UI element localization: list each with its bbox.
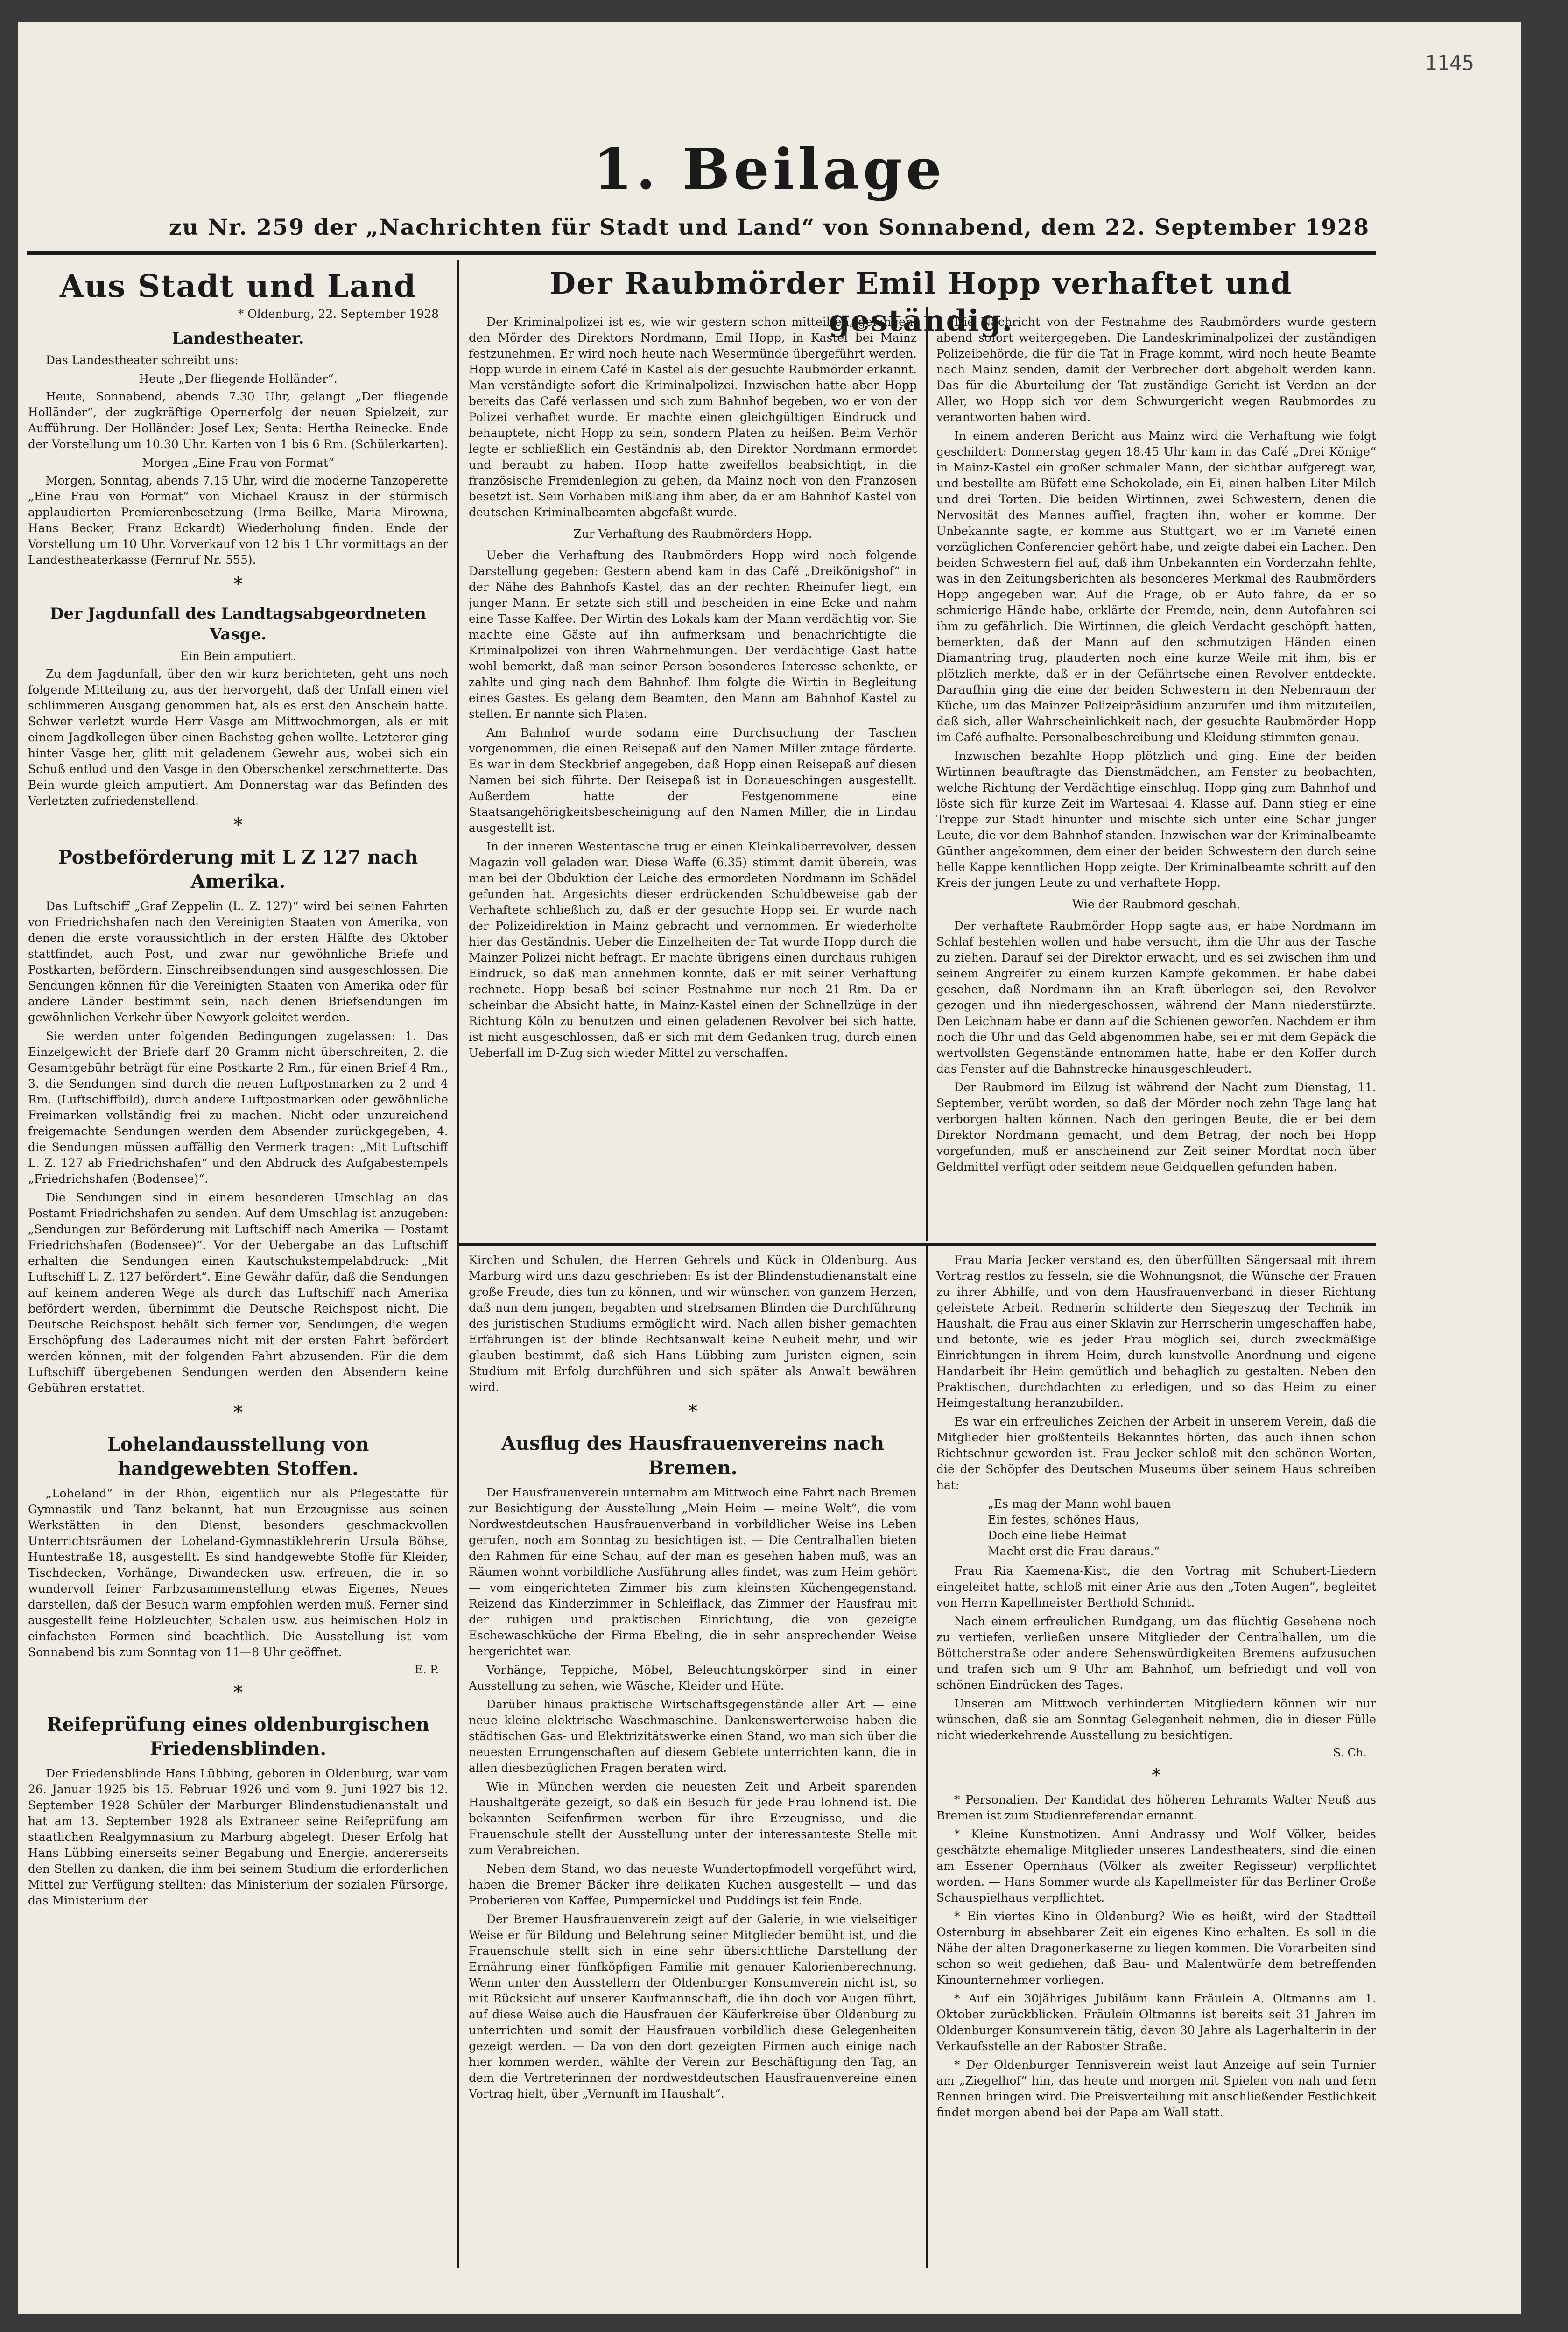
ausflug-paragraph: Neben dem Stand, wo das neueste Wundertopfmodell vorgeführt wird, haben die Bremer Bäcker ihre delikaten Kuchen ausgestellt — und das Proberieren von Kaffee, Pumpernickel und Puddings ist fein Ende. — [469, 1862, 917, 1907]
page-number: 1145 — [1425, 51, 1474, 75]
main-story-paragraph: Inzwischen bezahlte Hopp plötzlich und ging. Eine der beiden Wirtinnen beauftragte das Dienstmädchen, am Fenster zu beobachten, welche Richtung der Verdächtige einschlug. Hopp ging zum Bahnhof und löste sich für kurze Zeit im Wartesaal 4. Klasse auf. Dann stieg er eine Treppe zur Stadt hinunter und mischte sich unter eine Schar junger Leute, die vor dem Bahnhof standen. Inzwischen war der Kriminalbeamte Günther angekommen, dem einer der beiden Schwestern den durch seine helle Kappe kenntlichen Hopp zeigte. Der Kriminalbeamte schritt auf den Kreis der jungen Leute zu und verhaftete Hopp. — [936, 749, 1376, 890]
main-story-paragraph: Der Raubmord im Eilzug ist während der Nacht zum Dienstag, 11. September, verübt worden, so daß der Mörder noch zehn Tage lang hat verborgen halten können. Nach den geringen Beute, die er bei dem Direktor Nordmann gemacht, und dem Betrag, der noch bei Hopp vorgefunden, muß er anscheinend zur Zeit seiner Mordtat noch über Geldmittel verfügt oder seitdem neue Geldquellen gefunden haben. — [936, 1081, 1376, 1173]
landestheater-subhead: Heute „Der fliegende Holländer“. — [139, 372, 338, 386]
vortrag-paragraph: Unseren am Mittwoch verhinderten Mitgliedern können wir nur wünschen, daß sie am Sonntag Gelegenheit nehmen, die in dieser Fülle nicht wiederkehrende Ausstellung zu besichtigen. — [936, 1697, 1376, 1742]
landestheater-subhead: Morgen „Eine Frau von Format“ — [142, 456, 334, 470]
asterisk-divider: * — [1152, 1765, 1161, 1786]
main-story-subheading: Wie der Raubmord geschah. — [1072, 898, 1241, 911]
local-note: * Auf ein 30jähriges Jubiläum kann Fräulein A. Oltmanns am 1. Oktober zurückblicken. Fräulein Oltmanns ist bereits seit 31 Jahren im Oldenburger Konsumverein tätig, davon 30 Jahre als Lagerhalterin in der Verkaufsstelle an der Raboster Straße. — [936, 1992, 1376, 2053]
divider-middle-lower — [926, 1246, 928, 2268]
left-column — [28, 260, 448, 2277]
asterisk-divider: * — [233, 815, 243, 836]
landestheater-paragraph: Das Landestheater schreibt uns: — [46, 353, 239, 367]
asterisk-divider: * — [233, 574, 243, 595]
main-story-paragraph: Der Kriminalpolizei ist es, wie wir gestern schon mitteilten, gelungen, den Mörder des Direktors Nordmann, Emil Hopp, in Kastel bei Mainz festzunehmen. Er wird noch heute nach Wesermünde übergeführt werden. Hopp wurde in einem Café in Kastel als der gesuchte Raubmörder erkannt. Man verständigte sofort die Kriminalpolizei. Inzwischen hatte aber Hopp bereits das Café verlassen und sich zum Bahnhof begeben, wo er von der Polizei verhaftet wurde. Er machte einen gleichgültigen Eindruck und behauptete, nicht Hopp zu sein, sondern Platen zu heißen. Beim Verhör legte er schließlich ein Geständnis ab, den Direktor Nordmann ermordet und beraubt zu haben. Hopp hatte zweifellos beabsichtigt, in die französische Fremdenlegion zu gehen, da Mainz noch von den Franzosen besetzt ist. Sein Vorhaben mißlang ihm aber, da er am Bahnhof Kastel von deutschen Kriminalbeamten abgefaßt wurde. — [469, 315, 917, 519]
postbefoerderung-paragraph: Das Luftschiff „Graf Zeppelin (L. Z. 127)“ wird bei seinen Fahrten von Friedrichshafen nach den Vereinigten Staaten von Amerika, von denen die erste voraussichtlich in der ersten Hälfte des Oktober stattfindet, auch Post, und zwar nur gewöhnliche Briefe und Postkarten, befördern. Einschreibsendungen sind ausgeschlossen. Die Sendungen können für die Vereinigten Staaten von Amerika oder für andere Länder bestimmt sein, nach denen Briefsendungen im gewöhnlichen Verkehr über Newyork geleitet werden. — [28, 899, 448, 1024]
jagdunfall-heading: Der Jagdunfall des Landtagsabgeordneten Vasge. — [50, 604, 426, 644]
section-title: Aus Stadt und Land — [59, 268, 417, 304]
local-note: * Der Oldenburger Tennisverein weist laut Anzeige auf sein Turnier am „Ziegelhof“ hin, das heute und morgen mit Spielen von nah und fern Rennen bringen wird. Die Preisverteilung mit anschließender Festlichkeit findet morgen abend bei der Pape am Wall statt. — [936, 2058, 1376, 2119]
main-story-paragraph: In der inneren Westentasche trug er einen Kleinkaliberrevolver, dessen Magazin voll geladen war. Diese Waffe (6.35) stimmt damit überein, was man bei der Obduktion der Leiche des ermordeten Nordmann im Schädel gefunden hat. Angesichts dieser erdrückenden Schuldbeweise gab der Verhaftete schließlich zu, daß er der gesuchte Hopp sei. Er wurde nach der Polizeidirektion in Mainz gebracht und vernommen. Er wiederholte hier das Geständnis. Ueber die Einzelheiten der Tat wurde Hopp durch die Mainzer Polizei nicht befragt. Er machte übrigens einen durchaus ruhigen Eindruck, so daß man annehmen konnte, daß er mit seiner Verhaftung rechnete. Hopp besaß bei seiner Festnahme nur noch 21 Rm. Da er scheinbar die Absicht hatte, in Mainz-Kastel einen der Schnellzüge in der Richtung Köln zu benutzen und einen geladenen Revolver bei sich hatte, ist nicht ausgeschlossen, daß er sich mit dem Gedanken trug, durch einen Ueberfall im D-Zug sich wieder Mittel zu verschaffen. — [469, 840, 917, 1060]
reifepruefung-heading: Reifeprüfung eines oldenburgischen Friedensblinden. — [47, 1714, 429, 1760]
ausflug-paragraph: Darüber hinaus praktische Wirtschaftsgegenstände aller Art — eine neue kleine elektrische Waschmaschine. Dankenswerterweise haben die städtischen Gas- und Elektrizitätswerke einen Stand, wo man sich über die neuesten Errungenschaften auf diesem Gebiete unterrichten kann, die in allen diesbezüglichen Fragen beraten wird. — [469, 1698, 917, 1775]
ausflug-paragraph: Der Hausfrauenverein unternahm am Mittwoch eine Fahrt nach Bremen zur Besichtigung der Ausstellung „Mein Heim — meine Welt“, die vom Nordwestdeutschen Hausfrauenverband in vorbildlicher Weise ins Leben gerufen, noch am Sonntag zu besichtigen ist. — Die Centralhallen bieten den Rahmen für eine Schau, auf der man es gesehen haben muß, was an Räumen wohnt vorbildliche Ausführung alles findet, was zum Heim gehört — vom eingerichteten Zimmer bis zum kleinsten Küchengegenstand. Reizend das Kinderzimmer in Schleiflack, das Zimmer der Hausfrau mit der ruhigen und praktischen Einrichtung, die von gezeigte Eschewaschküche der Firma Ebeling, die in sehr ansprechender Weise hergerichtet war. — [469, 1486, 917, 1658]
loheland-paragraph: „Loheland“ in der Rhön, eigentlich nur als Pflegestätte für Gymnastik und Tanz bekannt, hat nun Erzeugnisse aus seinen Werkstätten in den Dienst, besonders geschmackvollen Unterrichtsräumen der Loheland-Gymnastiklehrerin Ursula Böhse, Huntestraße 18, ausgestellt. Es sind handgewebte Stoffe für Kleider, Tischdecken, Vorhänge, Diwandecken usw. erfreuen, die in so wundervoll feiner Farbzusammenstellung etwas Eigenes, Neues darstellen, daß der Besuch warm empfohlen werden muß. Ferner sind ausgestellt feine Holzleuchter, Schalen usw. aus heimischen Holz in einfachsten Formen sind beachtlich. Die Ausstellung ist vom Sonnabend bis zum Sonntag von 11—8 Uhr geöffnet. — [28, 1487, 448, 1659]
ausflug-paragraph: Der Bremer Hausfrauenverein zeigt auf der Galerie, in wie vielseitiger Weise er für Bildung und Belehrung seiner Mitglieder bemüht ist, und die Frauenschule stellt sich in eine sehr übersichtliche Darstellung der Ernährung einer fünfköpfigen Familie mit genauer Kalorienberechnung. Wenn unter den Ausstellern der Oldenburger Konsumverein nicht ist, so mit Rücksicht auf unserer Kaufmannschaft, die ihn doch vor Augen führt, auf diese Weise auch die Hausfrauen der Käuferkreise über Oldenburg zu unterrichten und somit der Hausfrauen vorbildlich diese Gelegenheiten gezeigt werden. — Da von den dort gezeigten Firmen auch einige nach hier kommen werden, wählte der Verein zur Beschäftigung den Tag, an dem die Vertreterinnen der nordwestdeutschen Hausfrauenvereine einen Vortrag hielt, über „Vernunft im Haushalt“. — [469, 1912, 917, 2100]
main-story-subheading: Zur Verhaftung des Raubmörders Hopp. — [573, 527, 812, 541]
poem-line: Doch eine liebe Heimat — [988, 1529, 1127, 1542]
poem-line: „Es mag der Mann wohl bauen — [988, 1497, 1171, 1510]
dateline: * Oldenburg, 22. September 1928 — [238, 307, 439, 321]
main-story-paragraph: Die Nachricht von der Festnahme des Raubmörders wurde gestern abend sofort weitergegeben. Die Landeskriminalpolizei der zuständigen Polizeibehörde, die für die Tat in Frage kommt, wird noch heute Beamte nach Mainz senden, damit der Verbrecher dort abgeholt werden kann. Das für die Aburteilung der Tat zuständige Gericht ist Verden an der Aller, wo Hopp sich vor dem Schwurgericht wegen Raubmordes zu verantworten haben wird. — [936, 315, 1376, 424]
main-story-rule — [459, 1243, 1376, 1246]
local-note: * Kleine Kunstnotizen. Anni Andrassy und Wolf Völker, beides geschätzte ehemalige Mitglieder unseres Landestheaters, sind die einen am Essener Opernhaus (Völker als zweiter Regisseur) verpflichtet worden. — Hans Sommer wurde als Kapellmeister für das Berliner Große Schauspielhaus verpflichtet. — [936, 1827, 1376, 1904]
local-note: * Ein viertes Kino in Oldenburg? Wie es heißt, wird der Stadtteil Osternburg in absehbarer Zeit ein eigenes Kino erhalten. Es soll in die Nähe der alten Dragonerkaserne zu liegen kommen. Die Vorarbeiten sind schon so weit gediehen, daß Bau- und Malentwürfe dem betreffenden Kinounternehmer vorliegen. — [936, 1910, 1376, 1987]
divider-left — [457, 260, 459, 2268]
asterisk-divider: * — [688, 1401, 697, 1422]
postbefoerderung-paragraph: Sie werden unter folgenden Bedingungen zugelassen: 1. Das Einzelgewicht der Briefe darf 20 Gramm nicht überschreiten, 2. die Gesamtgebühr beträgt für eine Postkarte 2 Rm., für einen Brief 4 Rm., 3. die Sendungen sind durch die neuen Luftpostmarken zu 2 und 4 Rm. (Luftschiffbild), durch andere Luftpostmarken oder gewöhnliche Freimarken vollständig frei zu machen. Nicht oder unzureichend freigemachte Sendungen werden dem Absender zurückgegeben, 4. die Sendungen müssen auffällig den Vermerk tragen: „Mit Luftschiff L. Z. 127 ab Friedrichshafen“ und den Abdruck des Aufgabestempels „Friedrichshafen (Bodensee)“. — [28, 1029, 448, 1186]
poem-line: Macht erst die Frau daraus.“ — [988, 1545, 1160, 1558]
reifepruefung-paragraph: Der Friedensblinde Hans Lübbing, geboren in Oldenburg, war vom 26. Januar 1925 bis 15. Februar 1926 und vom 9. Juni 1927 bis 12. September 1928 Schüler der Marburger Blindenstudienanstalt und hat am 13. September 1928 als Extraneer seine Reifeprüfung am staatlichen Realgymnasium zu Marburg abgelegt. Dieser Erfolg hat Hans Lübbing einerseits seiner Begabung und Energie, andererseits den Stellen zu danken, die ihm bei seinem Studium die erforderlichen Mittel zur Verfügung stellten: das Ministerium der sozialen Fürsorge, das Ministerium der — [28, 1767, 448, 1907]
main-headline: Der Raubmörder Emil Hopp verhaftet und geständig. — [549, 266, 1293, 338]
main-story-paragraph: Der verhaftete Raubmörder Hopp sagte aus, er habe Nordmann im Schlaf bestehlen wollen und habe versucht, ihm die Uhr aus der Tasche zu ziehen. Darauf sei der Direktor erwacht, und es sei zwischen ihm und seinem Angreifer zu einem kurzen Kampfe gekommen. Er habe dabei gesehen, daß Nordmann ihn an Kraft überlegen sei, den Revolver gezogen und ihn niedergeschossen, während der Mann niederstürzte. Den Leichnam habe er dann auf die Schienen geworfen. Nachdem er ihm noch die Uhr und das Geld abgenommen habe, sei er mit dem Gepäck die wertvollsten Gegenstände entnommen hatte, habe er den Koffer durch das Fenster auf die Bahnstrecke hinausgeschleudert. — [936, 919, 1376, 1075]
main-story-paragraph: Ueber die Verhaftung des Raubmörders Hopp wird noch folgende Darstellung gegeben: Gestern abend kam in das Café „Dreikönigshof“ in der Nähe des Bahnhofs Kastel, das an der rechten Rheinufer liegt, ein junger Mann. Er setzte sich still und bescheiden in eine Ecke und nahm eine Tasse Kaffee. Der Wirtin des Lokals kam der Mann verdächtig vor. Sie machte eine Gäste auf ihn aufmerksam und benachrichtigte die Kriminalpolizei von ihren Wahrnehmungen. Der verdächtige Gast hatte wohl bemerkt, daß man seiner Person besonderes Interesse schenkte, er zahlte und ging nach dem Bahnhof. Ihm folgte die Wirtin in Begleitung eines Gastes. Es gelang dem Beamten, den Mann am Bahnhof Kastel zu stellen. Er nannte sich Platen. — [469, 548, 917, 721]
loheland-signature: E. P. — [415, 1663, 439, 1676]
postbefoerderung-heading: Postbeförderung mit L Z 127 nach Amerika. — [58, 846, 418, 892]
newspaper-page — [18, 22, 1521, 2314]
vortrag-paragraph: Frau Ria Kaemena-Kist, die den Vortrag mit Schubert-Liedern eingeleitet hatte, schloß mit einer Arie aus den „Toten Augen“, begleitet von Herrn Kapellmeister Berthold Schmidt. — [936, 1564, 1376, 1609]
main-story-column-a — [469, 314, 917, 1238]
landestheater-paragraph: Heute, Sonnabend, abends 7.30 Uhr, gelangt „Der fliegende Holländer“, der zugkräftige Opernerfolg der neuen Spielzeit, zur Aufführung. Der Holländer: Josef Lex; Senta: Hertha Reinecke. Ende der Vorstellung um 10.30 Uhr. Karten von 1 bis 6 Rm. (Schülerkarten). — [28, 390, 448, 451]
landestheater-heading: Landestheater. — [172, 329, 304, 348]
masthead-subtitle: zu Nr. 259 der „Nachrichten für Stadt und Land“ von Sonnabend, dem 22. September 1928 — [169, 215, 1370, 240]
masthead-rule — [27, 251, 1376, 255]
loheland-heading: Lohelandausstellung von handgewebten Stoffen. — [107, 1433, 369, 1480]
asterisk-divider: * — [233, 1402, 243, 1423]
masthead-title: 1. Beilage — [593, 136, 945, 202]
ausflug-heading: Ausflug des Hausfrauenvereins nach Bremen. — [501, 1433, 885, 1479]
landestheater-paragraph: Morgen, Sonntag, abends 7.15 Uhr, wird die moderne Tanzoperette „Eine Frau von Format“ von Michael Krausz in der stürmisch applaudierten Premierenbesetzung (Irma Beilke, Maria Mirowna, Hans Becker, Franz Eckardt) Wiederholung finden. Ende der Vorstellung um 10 Uhr. Vorverkauf von 12 bis 1 Uhr vormittags an der Landestheaterkasse (Fernruf Nr. 555). — [28, 474, 448, 567]
lower-middle-column — [469, 1252, 917, 2270]
vortrag-paragraph: Frau Maria Jecker verstand es, den überfüllten Sängersaal mit ihrem Vortrag restlos zu fesseln, sie die Wohnungsnot, die Wünsche der Frauen zu ihrer Abhilfe, und von dem Hausfrauenverband in dieser Richtung geleistete Arbeit. Rednerin schilderte den Siegeszug der Technik im Haushalt, die Frau aus einer Sklavin zur Herrscherin umgeschaffen habe, und betonte, wie es jeder Frau möglich sei, durch zweckmäßige Einrichtungen in ihrem Heim, durch kunstvolle Anordnung und eigene Handarbeit ihr Heim gemütlich und behaglich zu gestalten. Neben den Praktischen, durchdachten zu erledigen, und so das Heim zu einer Heimgestaltung heranzubilden. — [936, 1253, 1376, 1410]
main-story-paragraph: In einem anderen Bericht aus Mainz wird die Verhaftung wie folgt geschildert: Donnerstag gegen 18.45 Uhr kam in das Café „Drei Könige“ in Mainz-Kastel ein großer schmaler Mann, der sichtbar aufgeregt war, und bestellte am Büfett eine Schokolade, ein Ei, einen halben Liter Milch und drei Torten. Die beiden Wirtinnen, zwei Schwestern, denen die Nervosität des Mannes auffiel, fragten ihn, woher er komme. Der Unbekannte sagte, er komme aus Stuttgart, wo er im Varieté einen vorzüglichen Conferencier gehört habe, und zeigte dabei ein Lachen. Den beiden Schwestern fiel auf, daß ihm Unbekannten ein Vorderzahn fehlte, was in den Zeitungsberichten als besonderes Merkmal des Raubmörders Hopp angegeben war. Auf die Frage, ob er Auto fahre, da er so schmierige Hände habe, erklärte der Fremde, nein, denn Autofahren sei ihm zu gefährlich. Die Wirtinnen, die gleich Verdacht geschöpft hatten, bemerkten, daß der Mann auf den schmutzigen Händen einen Diamantring trug, plauderten noch eine kurze Weile mit ihm, bis er plötzlich merkte, daß er in der Gefährtsche einen Revolver entdeckte. Daraufhin ging die eine der beiden Schwestern in den Nebenraum der Küche, um das Mainzer Polizeipräsidium anzurufen und ihm mitzuteilen, daß sich, aller Wahrscheinlichkeit nach, der gesuchte Raubmörder Hopp im Café aufhalte. Personalbeschreibung und Kleidung stimmten genau. — [936, 429, 1376, 744]
postbefoerderung-paragraph: Die Sendungen sind in einem besonderen Umschlag an das Postamt Friedrichshafen zu senden. Auf dem Umschlag ist anzugeben: „Sendungen zur Beförderung mit Luftschiff nach Amerika — Postamt Friedrichshafen (Bodensee)“. Vor der Uebergabe an das Luftschiff erhalten die Sendungen einen Kautschukstempelabdruck: „Mit Luftschiff L. Z. 127 befördert“. Eine Gewähr dafür, daß die Sendungen auf keinem anderen Wege als durch das Luftschiff nach Amerika befördert werden, übernimmt die Deutsche Reichspost nicht. Die Deutsche Reichspost behält sich ferner vor, Sendungen, die wegen Erschöpfung des Laderaumes nicht mit der ersten Fahrt befördert werden können, mit der folgenden Fahrt abzusenden. Für die dem Luftschiff übergebenen Sendungen werden den Absendern keine Gebühren erstattet. — [28, 1191, 448, 1395]
vortrag-paragraph: Es war ein erfreuliches Zeichen der Arbeit in unserem Verein, daß die Mitglieder hier größtenteils Bekanntes hörten, das auch ihnen schon Richtschnur geworden ist. Frau Jecker schloß mit den schönen Worten, die der Schöpfer des Deutschen Museums über seinem Haus schreiben hat: — [936, 1415, 1376, 1492]
ausflug-paragraph: Vorhänge, Teppiche, Möbel, Beleuchtungskörper sind in einer Ausstellung zu sehen, wie Wäsche, Kleider und Hüte. — [469, 1663, 917, 1693]
jagdunfall-paragraph: Zu dem Jagdunfall, über den wir kurz berichteten, geht uns noch folgende Mitteilung zu, aus der hervorgeht, daß der Unfall einen viel schlimmeren Ausgang genommen hat, als es erst den Anschein hatte. Schwer verletzt wurde Herr Vasge am Mittwochmorgen, als er mit einem Jagdkollegen über einen Bachsteg gehen wollte. Letzterer ging hinter Vasge her, glitt mit geladenem Gewehr aus, wobei sich ein Schuß entlud und den Vasge in den Oberschenkel zerschmetterte. Das Bein wurde gleich amputiert. Am Donnerstag war das Befinden des Verletzten zufriedenstellend. — [28, 667, 448, 808]
reifepruefung-continuation: Kirchen und Schulen, die Herren Gehrels und Kück in Oldenburg. Aus Marburg wird uns dazu geschrieben: Es ist der Blindenstudienanstalt eine große Freude, dies tun zu können, und wir wünschen von ganzem Herzen, daß nun dem jungen, begabten und strebsamen Blinden die Durchführung des juristischen Studiums ermöglicht wird. Nach allen bisher gemachten Erfahrungen ist der blinde Rechtsanwalt keine Neuheit mehr, und wir glauben bestimmt, daß sich Hans Lübbing zum Juristen eignen, sein Studium mit Erfolg durchführen und sich später als Anwalt bewähren wird. — [469, 1253, 917, 1394]
main-story-column-b — [936, 314, 1376, 1238]
jagdunfall-subheading: Ein Bein amputiert. — [180, 649, 296, 663]
local-note: * Personalien. Der Kandidat des höheren Lehramts Walter Neuß aus Bremen ist zum Studienreferendar ernannt. — [936, 1793, 1376, 1822]
ausflug-paragraph: Wie in München werden die neuesten Zeit und Arbeit sparenden Haushaltgeräte gezeigt, so daß ein Besuch für jede Frau lohnend ist. Die bekannten Seifenfirmen werben für ihre Erzeugnisse, und die Frauenschule stellt der Ausstellung unter der interessanteste Stelle mit zum Verabreichen. — [469, 1780, 917, 1857]
vortrag-paragraph: Nach einem erfreulichen Rundgang, um das flüchtig Gesehene noch zu vertiefen, verließen unsere Mitglieder der Centralhallen, um die Böttcherstraße oder andere Sehenswürdigkeiten Bremens aufzusuchen und trafen sich um 9 Uhr am Bahnhof, um befriedigt und voll von schönen Eindrücken des Tages. — [936, 1615, 1376, 1692]
asterisk-divider: * — [233, 1682, 243, 1703]
divider-middle-upper — [926, 307, 928, 1241]
poem-line: Ein festes, schönes Haus, — [988, 1513, 1139, 1526]
lower-right-column — [936, 1252, 1376, 2270]
vortrag-signature: S. Ch. — [1333, 1746, 1367, 1759]
main-story-paragraph: Am Bahnhof wurde sodann eine Durchsuchung der Taschen vorgenommen, die einen Reisepaß auf den Namen Miller zutage förderte. Es war in dem Steckbrief angegeben, daß Hopp einen Reisepaß auf diesen Namen bei sich führte. Der Reisepaß ist in Donaueschingen ausgestellt. Außerdem hatte der Festgenommene eine Staatsangehörigkeitsbescheinigung auf den Namen Miller, die in Lindau ausgestellt ist. — [469, 726, 917, 835]
